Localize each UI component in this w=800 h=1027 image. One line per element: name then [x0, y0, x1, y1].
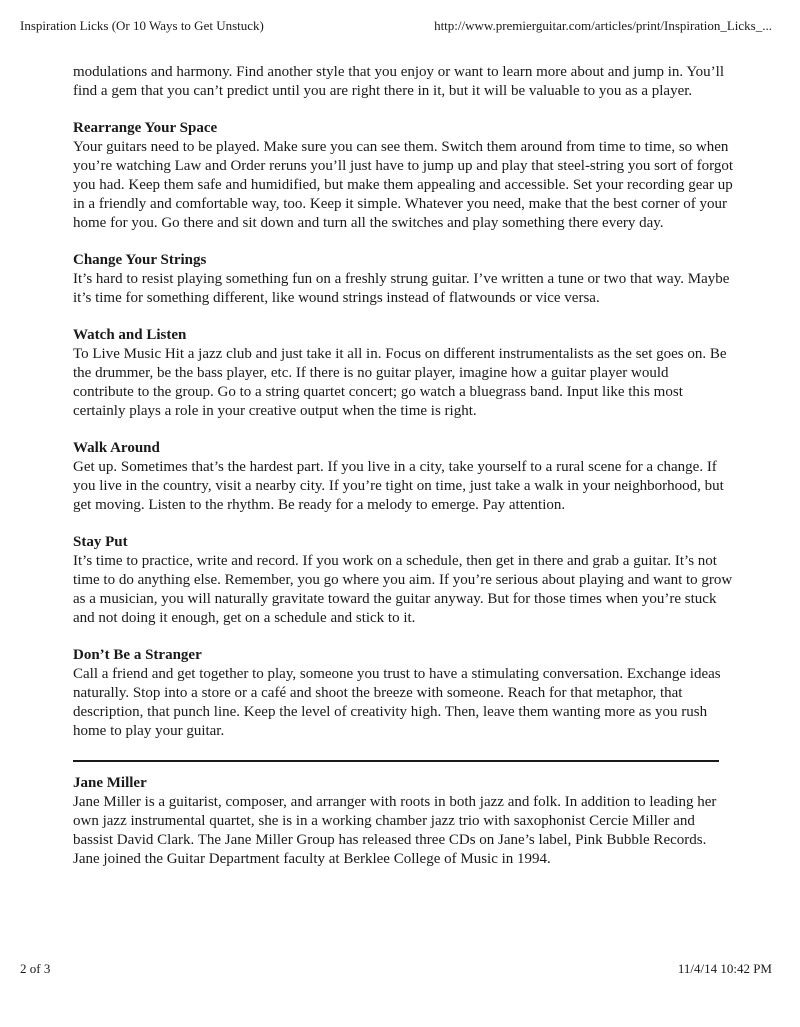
horizontal-divider	[73, 760, 719, 762]
section-heading: Walk Around	[73, 440, 160, 456]
section-body: It’s hard to resist playing something fun on a freshly strung guitar. I’ve written a tune or two that way. Maybe it’s time for something different, like wound strings instead of flatwounds or vice versa.	[73, 271, 730, 306]
section-heading: Rearrange Your Space	[73, 120, 218, 136]
section-stay-put	[73, 533, 733, 628]
section-watch-and-listen	[73, 326, 733, 421]
section-heading: Watch and Listen	[73, 327, 187, 343]
section-heading: Change Your Strings	[73, 252, 207, 268]
section-body: Get up. Sometimes that’s the hardest part. If you live in a city, take yourself to a rural scene for a change. If you live in the country, visit a nearby city. If you’re tight on time, just take a walk in your neighborhood, but get moving. Listen to the rhythm. Be ready for a melody to emerge. Pay attention.	[73, 459, 724, 513]
section-heading: Stay Put	[73, 534, 128, 550]
section-walk-around	[73, 439, 733, 515]
section-dont-be-a-stranger	[73, 646, 733, 741]
section-body: It’s time to practice, write and record. If you work on a schedule, then get in there and grab a guitar. It’s not time to do anything else. Remember, you go where you aim. If you’re serious about playing and want to grow as a musician, you will naturally gravitate toward the guitar anyway. But for those times when you’re stuck and not doing it enough, get on a schedule and stick to it.	[73, 553, 733, 626]
section-change-your-strings	[73, 251, 733, 308]
article-body	[73, 63, 733, 869]
page-number: 2 of 3	[20, 961, 51, 976]
section-body: Call a friend and get together to play, someone you trust to have a stimulating conversation. Exchange ideas naturally. Stop into a store or a café and shoot the breeze with someone. Reach for that metaphor, that description, that punch line. Keep the level of creativity high. Then, leave them wanting more as you rush home to play your guitar.	[73, 666, 721, 739]
section-heading: Don’t Be a Stranger	[73, 647, 202, 663]
intro-paragraph: modulations and harmony. Find another style that you enjoy or want to learn more about and jump in. You’ll find a gem that you can’t predict until you are right there in it, but it will be valuable to you as a player.	[73, 64, 725, 99]
section-body: To Live Music Hit a jazz club and just take it all in. Focus on different instrumentalists as the set goes on. Be the drummer, be the bass player, etc. If there is no guitar player, imagine how a guitar player would contribute to the group. Go to a string quartet concert; go watch a bluegrass band. Input like this most certainly plays a role in your creative output when the time is right.	[73, 346, 727, 419]
section-rearrange-your-space	[73, 119, 733, 233]
section-body: Your guitars need to be played. Make sure you can see them. Switch them around from time to time, so when you’re watching Law and Order reruns you’ll just have to jump up and play that steel-string you sort of forgot you had. Keep them safe and humidified, but make them appealing and accessible. Set your recording gear up in a friendly and comfortable way, too. Keep it simple. Whatever you need, make that the best corner of your home for you. Go there and sit down and turn all the switches and play something there every day.	[73, 139, 733, 231]
author-bio-text: Jane Miller is a guitarist, composer, and arranger with roots in both jazz and folk. In addition to leading her own jazz instrumental quartet, she is in a working chamber jazz trio with saxophonist Cercie Miller and bassist David Clark. The Jane Miller Group has released three CDs on Jane’s label, Pink Bubble Records. Jane joined the Guitar Department faculty at Berklee College of Music in 1994.	[73, 794, 717, 867]
author-bio	[73, 774, 733, 869]
author-name: Jane Miller	[73, 775, 147, 791]
print-timestamp: 11/4/14 10:42 PM	[677, 961, 772, 976]
page-header-url: http://www.premierguitar.com/articles/print/Inspiration_Licks_...	[434, 18, 772, 33]
page-header-title: Inspiration Licks (Or 10 Ways to Get Unstuck)	[20, 18, 264, 33]
